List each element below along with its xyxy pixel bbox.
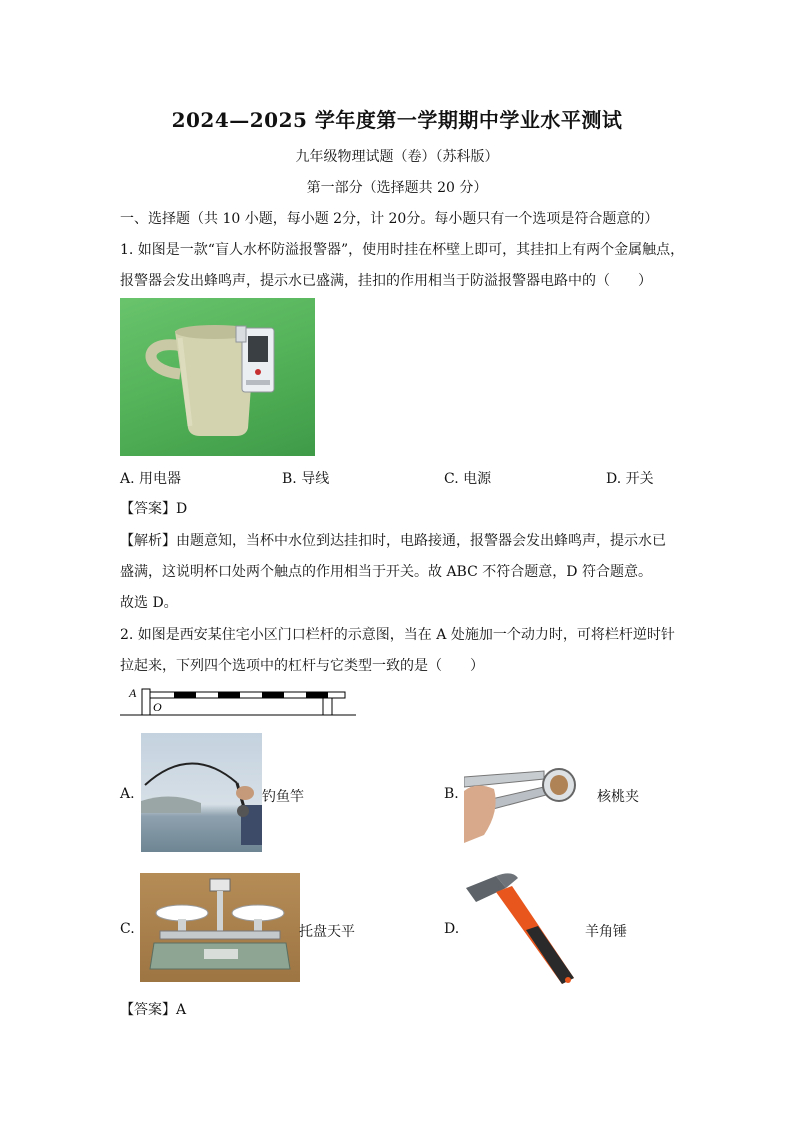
q2-answer: 【答案】A (120, 1002, 187, 1018)
q2-option-b-letter: B. (444, 786, 459, 802)
q1-option-d: D. 开关 (606, 471, 654, 487)
exam-subtitle: 九年级物理试题（卷）（苏科版） (295, 149, 499, 165)
q2-stem-line1: 2. 如图是西安某住宅小区门口栏杆的示意图，当在 A 处施加一个动力时，可将栏杆逆时针 (120, 627, 675, 643)
q2-option-a-label: 钓鱼竿 (262, 789, 304, 805)
diagram-label-a: A (129, 686, 137, 700)
q1-option-c: C. 电源 (444, 471, 492, 487)
q1-option-b: B. 导线 (282, 471, 330, 487)
diagram-label-o: O (153, 700, 162, 714)
q1-analysis-line3: 故选 D。 (120, 595, 178, 611)
q2-option-c-label: 托盘天平 (299, 924, 355, 940)
barrier-lever-diagram (120, 684, 360, 718)
balance-photo (140, 873, 300, 982)
q2-option-b-label: 核桃夹 (597, 789, 639, 805)
q2-option-a-letter: A. (120, 786, 135, 802)
q2-option-c-letter: C. (120, 921, 135, 937)
nutcracker-photo (464, 751, 580, 843)
exam-title: 2024—2025 学年度第一学期期中学业水平测试 (171, 108, 623, 132)
q1-answer: 【答案】D (120, 501, 188, 517)
alarm-cup-photo (120, 298, 315, 456)
q1-analysis-line1: 【解析】由题意知，当杯中水位到达挂扣时，电路接通，报警器会发出蜂鸣声，提示水已 (120, 533, 666, 549)
q2-stem-line2: 拉起来，下列四个选项中的杠杆与它类型一致的是（ ） (120, 658, 484, 674)
q1-stem-line1: 1. 如图是一款“盲人水杯防溢报警器”，使用时挂在杯壁上即可，其挂扣上有两个金属触点， (120, 242, 685, 258)
section-heading: 一、选择题（共 10 小题，每小题 2分，计 20分。每小题只有一个选项是符合题意的） (120, 211, 659, 227)
q2-option-d-letter: D. (444, 921, 460, 937)
claw-hammer-photo (462, 870, 588, 988)
q1-analysis-line2: 盛满，这说明杯口处两个触点的作用相当于开关。故 ABC 不符合题意，D 符合题意。 (120, 564, 652, 580)
q1-stem-line2: 报警器会发出蜂鸣声，提示水已盛满，挂扣的作用相当于防溢报警器电路中的（ ） (120, 273, 652, 289)
q2-option-d-label: 羊角锤 (585, 924, 627, 940)
part-heading: 第一部分（选择题共 20 分） (306, 180, 488, 196)
q1-option-a: A. 用电器 (120, 471, 182, 487)
fishing-rod-photo (141, 733, 262, 852)
